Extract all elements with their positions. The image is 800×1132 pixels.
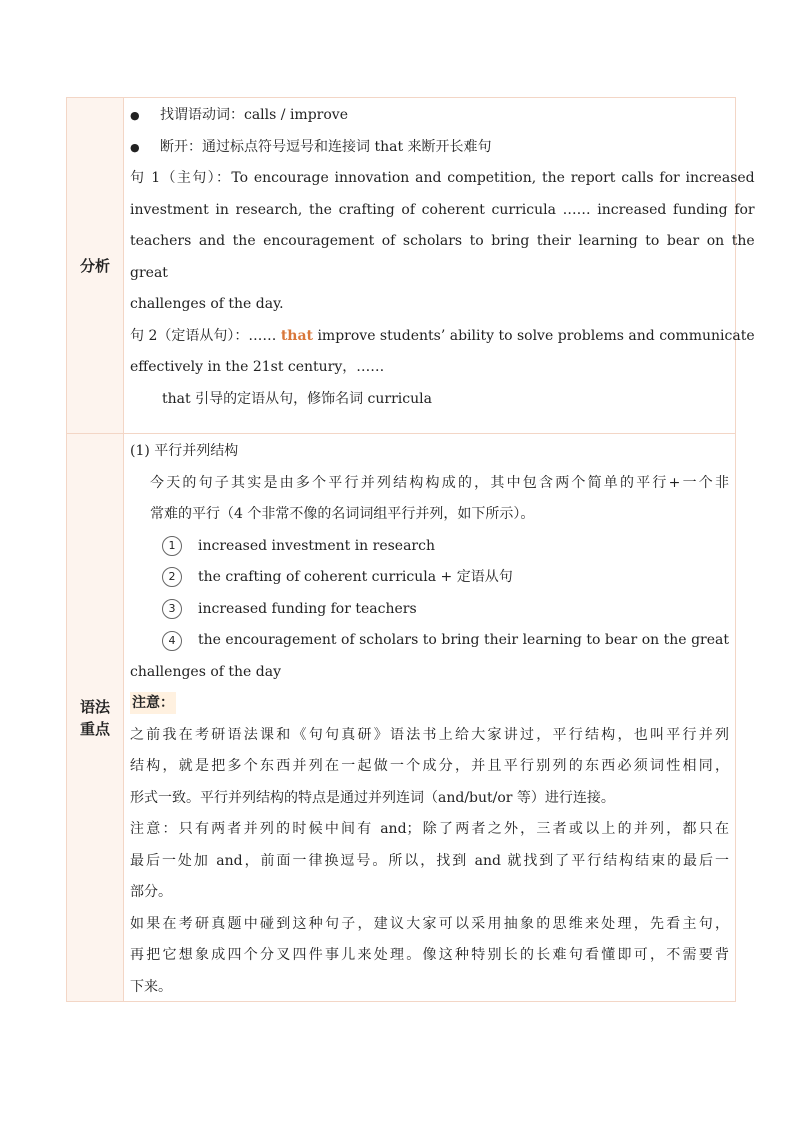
note-title: 注意： [130, 692, 176, 714]
bullet-item [130, 100, 755, 132]
sentence2-line: effectively in the 21st century，…… [130, 359, 385, 375]
analysis-table [66, 97, 755, 1002]
bullet-item [130, 132, 755, 164]
grammar-row [67, 433, 735, 1001]
sentence1-line: teachers and the encouragement of scholars to bring their learning to bear on the great [130, 233, 755, 281]
bullet-text: 断开：通过标点符号逗号和连接词 that 来断开长难句 [160, 138, 492, 155]
list-item [130, 531, 729, 563]
paragraph-line: 部分。 [130, 884, 172, 900]
grammar-label [67, 434, 124, 1001]
paragraph-line: 注意：只有两者并列的时候中间有 and；除了两者之外，三者或以上的并列，都只在 [130, 821, 729, 837]
list-item-text: increased investment in research [198, 537, 435, 554]
explain-line: that 引导的定语从句，修饰名词 curricula [162, 390, 432, 407]
list-item [130, 625, 729, 657]
bullet-dot-icon [130, 132, 160, 164]
sentence2-prefix: 句 2（定语从句）：…… [130, 327, 281, 344]
circled-number-icon: 2 [162, 567, 182, 587]
circled-number-icon: 1 [162, 536, 182, 556]
sentence2-rest: improve students’ ability to solve problems and communicate [313, 327, 755, 344]
highlight-that: that [280, 327, 313, 344]
sentence2-line [130, 321, 755, 353]
bullet-dot-icon [130, 100, 160, 132]
paragraph-line: 下来。 [130, 978, 172, 995]
list-item-continuation: challenges of the day [130, 663, 281, 680]
paragraph-line: 形式一致。平行并列结构的特点是通过并列连词（and/but/or 等）进行连接。 [130, 789, 615, 806]
list-item-text: the crafting of coherent curricula + 定语从句 [198, 569, 513, 585]
intro-line: 今天的句子其实是由多个平行并列结构构成的，其中包含两个简单的平行+一个非 [150, 474, 729, 491]
paragraph-line: 再把它想象成四个分叉四件事儿来处理。像这种特别长的长难句看懂即可，不需要背 [130, 947, 729, 963]
list-item [130, 594, 729, 626]
grammar-content [124, 434, 735, 1001]
analysis-label: 分析 [67, 98, 124, 433]
analysis-row [67, 98, 755, 433]
paragraph-line: 之前我在考研语法课和《句句真研》语法书上给大家讲过，平行结构，也叫平行并列 [130, 726, 729, 743]
grammar-heading: (1) 平行并列结构 [130, 443, 239, 459]
list-item [130, 562, 729, 594]
grammar-label-line: 语法 [79, 697, 110, 716]
sentence1-line: investment in research, the crafting of coherent curricula …… increased funding for [130, 201, 755, 218]
circled-number-icon: 3 [162, 599, 182, 619]
sentence1-line: 句 1（主句）：To encourage innovation and competition, the report calls for increased [130, 170, 755, 186]
circled-number-icon: 4 [162, 631, 182, 651]
list-item-text: the encouragement of scholars to bring their learning to bear on the great [198, 632, 729, 648]
list-item-text: increased funding for teachers [198, 600, 417, 617]
paragraph-line: 结构，就是把多个东西并列在一起做一个成分，并且平行别列的东西必须词性相同， [130, 758, 729, 774]
bullet-text: 找谓语动词：calls / improve [160, 107, 348, 123]
paragraph-line: 如果在考研真题中碰到这种句子，建议大家可以采用抽象的思维来处理，先看主句， [130, 915, 729, 932]
note-title-line [130, 688, 729, 720]
paragraph-line: 最后一处加 and，前面一律换逗号。所以，找到 and 就找到了平行结构结束的最后一 [130, 852, 729, 869]
sentence1-line: challenges of the day. [130, 296, 284, 312]
grammar-label-line: 重点 [79, 719, 110, 738]
analysis-content [124, 98, 761, 433]
intro-line: 常难的平行（4 个非常不像的名词词组平行并列，如下所示）。 [150, 506, 535, 522]
